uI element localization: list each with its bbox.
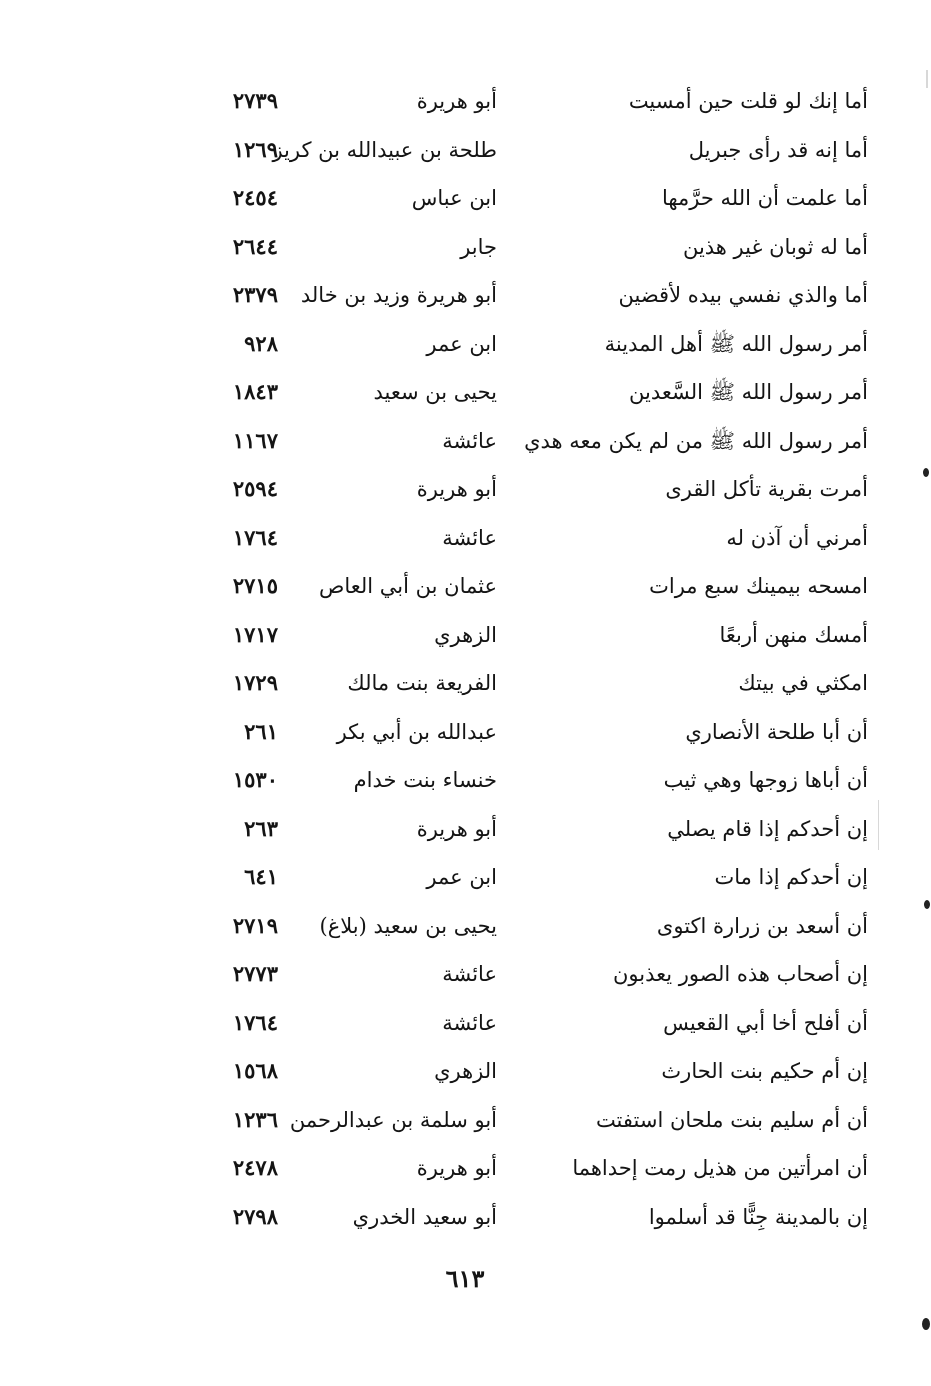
hadith-number: ٢٧٩٨ (232, 1203, 278, 1229)
narrator-name: أبو هريرة (416, 477, 497, 501)
index-row (200, 321, 880, 370)
narrator-name: أبو هريرة (416, 1156, 497, 1180)
hadith-number: ١٨٤٣ (232, 379, 278, 404)
hadith-text: أما علمت أن الله حرَّمها (661, 186, 868, 210)
scan-line (926, 70, 928, 88)
narrator-name: يحيى بن سعيد (373, 380, 497, 404)
hadith-text: أما إنه قد رأى جبريل (688, 137, 868, 162)
hadith-text: أما إنك لو قلت حين أمسيت (628, 89, 868, 113)
index-row (200, 466, 880, 515)
scan-dot (924, 900, 930, 909)
hadith-text: إن بالمدينة جِنًّا قد أسلموا (648, 1204, 868, 1229)
hadith-index-table (200, 78, 880, 1242)
index-row (200, 1194, 880, 1243)
index-row (200, 78, 880, 127)
index-row (200, 806, 880, 855)
hadith-number: ١٢٣٦ (232, 1106, 278, 1132)
hadith-text: أما والذي نفسي بيده لأقضين (618, 283, 868, 307)
narrator-name: الزهري (434, 622, 497, 647)
index-row (200, 709, 880, 758)
hadith-text: أن أبا طلحة الأنصاري (685, 719, 868, 744)
narrator-name: ابن عمر (426, 331, 497, 356)
hadith-text: أمر رسول الله ﷺ من لم يكن معه هدي (524, 428, 868, 453)
hadith-number: ١٧٢٩ (232, 670, 278, 695)
narrator-name: الزهري (434, 1059, 497, 1083)
index-row (200, 563, 880, 612)
index-row (200, 854, 880, 903)
index-row (200, 660, 880, 709)
hadith-number: ١٧٦٤ (232, 1009, 278, 1035)
hadith-number: ٢٤٧٨ (232, 1155, 278, 1180)
page-number: ٦١٣ (445, 1264, 485, 1293)
index-row (200, 369, 880, 418)
hadith-number: ٢٧١٩ (232, 912, 278, 938)
hadith-number: ١٢٦٩ (232, 136, 278, 162)
hadith-number: ١٥٦٨ (232, 1058, 278, 1083)
hadith-text: إن أحدكم إذا مات (714, 865, 868, 889)
narrator-name: أبو هريرة (416, 89, 497, 113)
hadith-text: امكثي في بيتك (738, 671, 868, 695)
narrator-name: الفريعة بنت مالك (347, 671, 497, 695)
hadith-number: ١٥٣٠ (232, 767, 278, 792)
hadith-text: إن أحدكم إذا قام يصلي (667, 816, 868, 841)
hadith-number: ١١٦٧ (232, 427, 278, 453)
narrator-name: خنساء بنت خدام (353, 768, 497, 792)
index-row (200, 175, 880, 224)
hadith-text: أما له ثوبان غير هذين (682, 234, 868, 259)
narrator-name: عائشة (442, 1010, 497, 1035)
hadith-number: ٢٦٣ (244, 815, 278, 841)
narrator-name: أبو هريرة وزيد بن خالد (300, 283, 497, 307)
index-row (200, 903, 880, 952)
hadith-text: أن أفلح أخا أبي القعيس (663, 1010, 868, 1035)
hadith-number: ٢٧٣٩ (232, 88, 278, 113)
hadith-number: ٢٦١ (244, 718, 278, 744)
hadith-text: أن أم سليم بنت ملحان استفتت (595, 1107, 868, 1132)
hadith-text: أن امرأتين من هذيل رمت إحداهما (572, 1156, 868, 1180)
hadith-number: ١٧٦٤ (232, 524, 278, 550)
narrator-name: عثمان بن أبي العاص (318, 574, 497, 598)
hadith-number: ٦٤١ (244, 864, 278, 889)
index-row (200, 1097, 880, 1146)
hadith-text: أمر رسول الله ﷺ السَّعدين (629, 380, 868, 404)
hadith-number: ٢٤٥٤ (232, 185, 278, 210)
hadith-text: أن أباها زوجها وهي ثيب (663, 768, 868, 792)
index-row (200, 515, 880, 564)
narrator-name: ابن عباس (411, 186, 497, 210)
hadith-text: أن أسعد بن زرارة اكتوى (656, 913, 868, 938)
hadith-text: إن أم حكيم بنت الحارث (661, 1059, 868, 1083)
index-row (200, 418, 880, 467)
index-row (200, 127, 880, 176)
hadith-number: ٢٥٩٤ (232, 476, 278, 501)
hadith-text: امسحه بيمينك سبع مرات (649, 574, 868, 598)
hadith-number: ٢٧١٥ (232, 573, 278, 598)
index-row (200, 272, 880, 321)
narrator-name: أبو سعيد الخدري (352, 1204, 497, 1229)
narrator-name: عبدالله بن أبي بكر (336, 719, 497, 744)
hadith-number: ٩٢٨ (244, 330, 278, 356)
hadith-text: أمسك منهن أربعًا (719, 622, 868, 647)
index-row (200, 1000, 880, 1049)
narrator-name: عائشة (442, 962, 497, 986)
index-row (200, 1145, 880, 1194)
index-row (200, 1048, 880, 1097)
hadith-text: أمر رسول الله ﷺ أهل المدينة (604, 331, 868, 356)
narrator-name: طلحة بن عبيدالله بن كريز (272, 137, 497, 162)
narrator-name: عائشة (442, 428, 497, 453)
hadith-number: ١٧١٧ (232, 621, 278, 647)
narrator-name: جابر (460, 234, 497, 259)
hadith-number: ٢٣٧٩ (232, 282, 278, 307)
scan-dot (923, 468, 929, 477)
narrator-name: يحيى بن سعيد (بلاغ) (319, 913, 497, 938)
narrator-name: عائشة (442, 525, 497, 550)
hadith-text: إن أصحاب هذه الصور يعذبون (613, 962, 868, 986)
index-row (200, 612, 880, 661)
narrator-name: أبو هريرة (416, 816, 497, 841)
scan-dot (922, 1318, 930, 1330)
hadith-text: أمرني أن آذن له (726, 525, 868, 550)
index-row (200, 224, 880, 273)
narrator-name: أبو سلمة بن عبدالرحمن (289, 1107, 497, 1132)
hadith-number: ٢٧٧٣ (232, 961, 278, 986)
narrator-name: ابن عمر (426, 865, 497, 889)
index-row (200, 951, 880, 1000)
scan-line (878, 800, 879, 850)
hadith-number: ٢٦٤٤ (232, 233, 278, 259)
hadith-text: أمرت بقرية تأكل القرى (665, 477, 868, 501)
index-row (200, 757, 880, 806)
